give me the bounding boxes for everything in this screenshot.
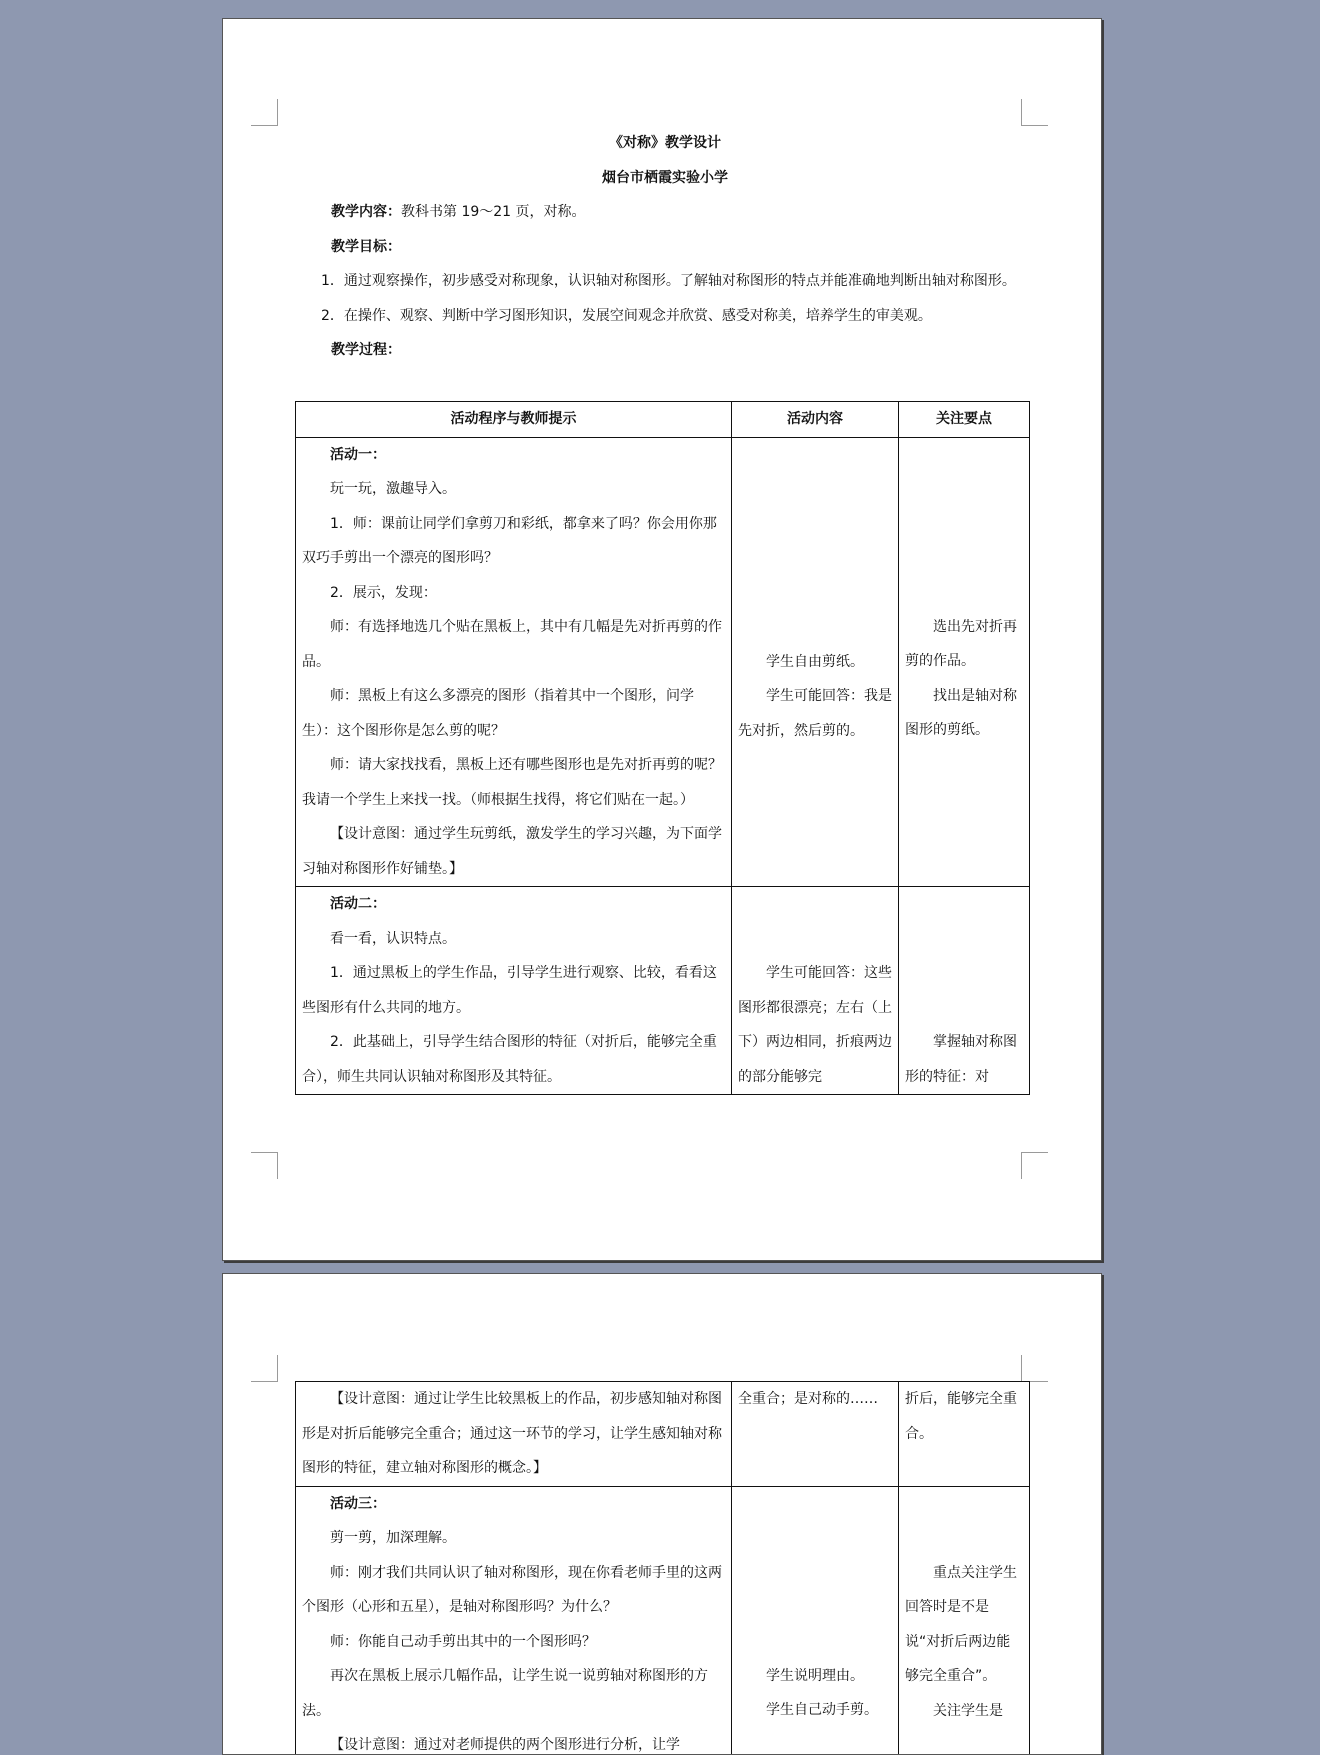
document-page-2	[222, 1273, 1102, 1755]
activity-2-content	[732, 887, 899, 1095]
activity-1-content-1: 学生自由剪纸。	[766, 653, 864, 670]
activity-2-focus-1: 掌握轴对称图形的特征：对	[905, 1034, 1017, 1085]
header-focus: 关注要点	[899, 402, 1030, 438]
activity-2-p2: 1．通过黑板上的学生作品，引导学生进行观察、比较，看看这些图形有什么共同的地方。	[302, 965, 717, 1016]
activity-2-content-1: 学生可能回答：这些图形都很漂亮；左右（上下）两边相同，折痕两边的部分能够完	[738, 965, 892, 1085]
activity-1-focus-2: 找出是轴对称图形的剪纸。	[905, 687, 1017, 738]
activity-3-focus	[899, 1486, 1030, 1755]
lesson-table-continued	[295, 1381, 1030, 1755]
header-procedure: 活动程序与教师提示	[296, 402, 732, 438]
activity-3-focus-2: 关注学生是	[933, 1702, 1003, 1719]
activity-2-title: 活动二：	[330, 896, 386, 912]
teaching-content	[303, 195, 1027, 230]
activity-1-p5: 师：黑板上有这么多漂亮的图形（指着其中一个图形，问学生）：这个图形你是怎么剪的呢？	[302, 688, 694, 739]
activity-1-focus-1: 选出先对折再剪的作品。	[905, 618, 1017, 669]
teaching-process-heading: 教学过程：	[331, 342, 401, 358]
activity-3-p5: 【设计意图：通过对老师提供的两个图形进行分析，让学	[330, 1737, 680, 1753]
activity-3-content	[732, 1486, 899, 1755]
margin-mark-top-left	[251, 1355, 278, 1382]
activity-3-procedure	[296, 1486, 732, 1755]
activity-3-p4: 再次在黑板上展示几幅作品，让学生说一说剪轴对称图形的方法。	[302, 1668, 708, 1719]
activity-3-p2: 师：刚才我们共同认识了轴对称图形，现在你看老师手里的这两个图形（心形和五星），是轴对称图形吗？为什么？	[302, 1564, 722, 1615]
margin-mark-top-right	[1021, 1355, 1048, 1382]
activity-3-title: 活动三：	[330, 1495, 386, 1512]
activity-1-p3: 2．展示，发现：	[330, 584, 437, 601]
activity-1-p4: 师：有选择地选几个贴在黑板上，其中有几幅是先对折再剪的作品。	[302, 619, 722, 670]
table-row-activity-2	[296, 887, 1030, 1095]
activity-2-content-2: 全重合；是对称的……	[738, 1391, 878, 1407]
activity-3-content-2: 学生自己动手剪。	[766, 1702, 878, 1718]
goal-2: 2．在操作、观察、判断中学习图形知识，发展空间观念并欣赏、感受对称美，培养学生的审美观。	[321, 307, 932, 324]
table-row-activity-3	[296, 1486, 1030, 1755]
activity-2-procedure-continued	[296, 1382, 732, 1487]
activity-3-p3: 师：你能自己动手剪出其中的一个图形吗？	[330, 1633, 596, 1650]
activity-1-p6: 师：请大家找找看，黑板上还有哪些图形也是先对折再剪的呢？我请一个学生上来找一找。（师根据生找得，将它们贴在一起。）	[302, 757, 722, 808]
activity-1-content	[732, 437, 899, 887]
activity-2-p1: 看一看，认识特点。	[330, 930, 456, 947]
activity-1-p1: 玩一玩，激趣导入。	[330, 481, 456, 497]
content-text: 教科书第 19～21 页，对称。	[401, 204, 586, 220]
table-header-row	[296, 402, 1030, 438]
content-label: 教学内容：	[331, 204, 401, 220]
activity-2-procedure	[296, 887, 732, 1095]
margin-mark-bottom-left	[251, 1152, 278, 1179]
activity-1-focus	[899, 437, 1030, 887]
teaching-goals-heading: 教学目标：	[331, 238, 401, 255]
goal-1: 1．通过观察操作，初步感受对称现象，认识轴对称图形。了解轴对称图形的特点并能准确地判断出轴对称图形。	[321, 273, 1016, 289]
table-row-activity-1	[296, 437, 1030, 887]
margin-mark-top-left	[251, 99, 278, 126]
activity-2-focus	[899, 887, 1030, 1095]
activity-2-design-intent: 【设计意图：通过让学生比较黑板上的作品，初步感知轴对称图形是对折后能够完全重合；通过这一环节的学习，让学生感知轴对称图形的特征，建立轴对称图形的概念。】	[302, 1391, 722, 1476]
activity-2-p3: 2．此基础上，引导学生结合图形的特征（对折后，能够完全重合），师生共同认识轴对称图形及其特征。	[302, 1034, 717, 1085]
activity-2-focus-2: 折后，能够完全重合。	[905, 1391, 1017, 1442]
activity-3-focus-1: 重点关注学生回答时是不是说“对折后两边能够完全重合”。	[905, 1564, 1017, 1684]
header-content: 活动内容	[732, 402, 899, 438]
activity-1-p2: 1．师：课前让同学们拿剪刀和彩纸，都拿来了吗？你会用你那双巧手剪出一个漂亮的图形吗？	[302, 515, 717, 566]
activity-3-p1: 剪一剪，加深理解。	[330, 1530, 456, 1546]
activity-2-content-continued	[732, 1382, 899, 1487]
table-row-activity-2-continued	[296, 1382, 1030, 1487]
activity-1-content-2: 学生可能回答：我是先对折，然后剪的。	[738, 688, 892, 739]
activity-2-focus-continued	[899, 1382, 1030, 1487]
activity-1-procedure	[296, 437, 732, 887]
school-name: 烟台市栖霞实验小学	[602, 169, 728, 186]
document-body	[303, 126, 1027, 368]
activity-1-p7: 【设计意图：通过学生玩剪纸，激发学生的学习兴趣，为下面学习轴对称图形作好铺垫。】	[302, 826, 722, 877]
lesson-table	[295, 401, 1030, 1095]
margin-mark-bottom-right	[1021, 1152, 1048, 1179]
activity-3-content-1: 学生说明理由。	[766, 1667, 864, 1684]
margin-mark-top-right	[1021, 99, 1048, 126]
document-title: 《对称》教学设计	[609, 135, 721, 151]
activity-1-title: 活动一：	[330, 446, 386, 463]
document-page-1	[222, 18, 1102, 1261]
